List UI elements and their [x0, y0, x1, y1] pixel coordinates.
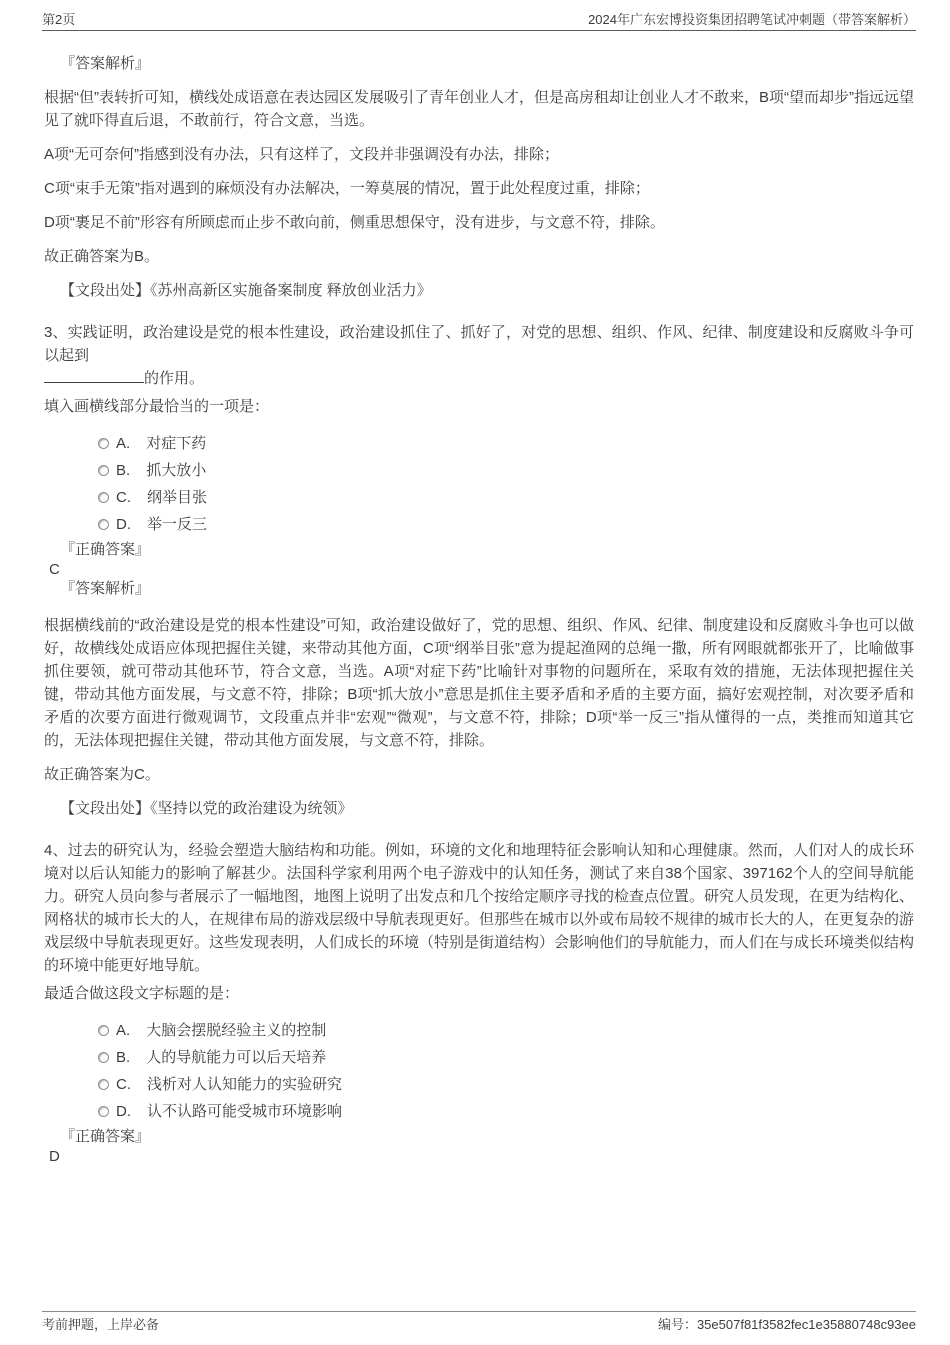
option-letter: C. [116, 489, 131, 506]
source-reference: 【文段出处】《坚持以党的政治建设为统领》 [60, 800, 353, 817]
option-text: 纲举目张 [147, 489, 208, 506]
radio-button[interactable] [98, 492, 109, 503]
question3-stem-line2 [44, 367, 914, 390]
question4-option-c[interactable] [44, 1073, 914, 1096]
radio-button[interactable] [98, 438, 109, 449]
option-text: 对症下药 [146, 435, 207, 452]
question3-stem [44, 321, 914, 390]
option-letter: D. [116, 1103, 131, 1120]
question4-option-a[interactable] [44, 1019, 914, 1042]
analysis-label: 『答案解析』 [60, 580, 151, 597]
radio-button[interactable] [98, 1052, 109, 1063]
radio-button[interactable] [98, 1106, 109, 1117]
question3-option-a[interactable] [44, 432, 914, 455]
question4-answer-block [44, 1127, 914, 1166]
question4-options [44, 1019, 914, 1123]
question3-prompt: 填入画横线部分最恰当的一项是： [44, 398, 270, 415]
option-text: 大脑会摆脱经验主义的控制 [146, 1022, 327, 1039]
radio-button[interactable] [98, 1079, 109, 1090]
option-text: 认不认路可能受城市环境影响 [147, 1103, 343, 1120]
question3-option-c[interactable] [44, 486, 914, 509]
option-letter: A. [116, 1022, 131, 1039]
question3-options [44, 432, 914, 536]
radio-button[interactable] [98, 519, 109, 530]
page-header [42, 0, 916, 31]
page-number: 第2页 [42, 12, 76, 27]
correct-answer-label: 『正确答案』 [60, 1128, 151, 1145]
option-letter: A. [116, 435, 131, 452]
conclusion-text: 故正确答案为C。 [44, 766, 160, 783]
question4-option-d[interactable] [44, 1100, 914, 1123]
page-footer [42, 1311, 916, 1333]
option-text: 抓大放小 [146, 462, 207, 479]
question3-answer-block [44, 540, 914, 599]
option-letter: B. [116, 1049, 131, 1066]
question4-prompt: 最适合做这段文字标题的是： [44, 985, 240, 1002]
footer-code [658, 1317, 916, 1333]
question4-stem: 4、过去的研究认为，经验会塑造大脑结构和功能。例如，环境的文化和地理特征会影响认知和心理健康。然而，人们对人的成长环境对以后认知能力的影响了解甚少。法国科学家利用两个电子游戏中的认知任务，测试了来自38个国家、397162个人的空间导航能力。研究人员向参与者展示了一幅地图，地图上说明了出发点和几个按给定顺序寻找的检查点位置。研究人员发现，在更为结构化、网格状的城市长大的人，在规律布局的游戏层级中导航表现更好。但那些在城市以外或布局较不规律的城市长大的人，在更复杂的游戏层级中导航表现更好。这些发现表明，人们成长的环境（特别是街道结构）会影响他们的导航能力，而人们在与成长环境类似结构的环境中能更好地导航。 [44, 842, 915, 974]
question4-option-b[interactable] [44, 1046, 914, 1069]
conclusion-text: 故正确答案为B。 [44, 248, 160, 265]
correct-answer-label: 『正确答案』 [60, 541, 151, 558]
footer-code-label: 编号： [657, 1317, 697, 1332]
analysis-label: 『答案解析』 [60, 55, 151, 72]
option-letter: C. [116, 1076, 131, 1093]
option-text: 举一反三 [147, 516, 208, 533]
question3-option-d[interactable] [44, 513, 914, 536]
question3-stem-line1: 3、实践证明，政治建设是党的根本性建设，政治建设抓住了、抓好了，对党的思想、组织、作风、纪律、制度建设和反腐败斗争可以起到 [44, 324, 914, 364]
option-text: 浅析对人认知能力的实验研究 [147, 1076, 343, 1093]
correct-answer-value: D [49, 1148, 60, 1165]
blank-underline [44, 382, 144, 383]
radio-button[interactable] [98, 465, 109, 476]
option-letter: D. [116, 516, 131, 533]
radio-button[interactable] [98, 1025, 109, 1036]
footer-code-value: 35e507f81f3582fec1e35880748c93ee [696, 1317, 916, 1332]
analysis-paragraph-option-d: D项“裹足不前”形容有所顾虑而止步不敢向前，侧重思想保守，没有进步，与文意不符，排除。 [44, 214, 665, 231]
question3-analysis: 根据横线前的“政治建设是党的根本性建设”可知，政治建设做好了，党的思想、组织、作风、纪律、制度建设和反腐败斗争也可以做好，故横线处成语应体现把握住关键，来带动其他方面，C项“纲举目张”意为提起渔网的总绳一撒，所有网眼就都张开了，比喻做事抓住要领，就可带动其他环节，符合文意，当选。A项“对症下药”比喻针对事物的问题所在，采取有效的措施，无法体现把握住关键，带动其他方面发展，与文意不符，排除；B项“抓大放小”意思是抓住主要矛盾和矛盾的主要方面，搞好宏观控制，对次要矛盾和矛盾的次要方面进行微观调节，文段重点并非“宏观”“微观”，与文意不符，排除；D项“举一反三”指从懂得的一点，类推而知道其它的，无法体现把握住关键，带动其他方面发展，与文意不符，排除。 [44, 617, 914, 749]
analysis-paragraph: 根据“但”表转折可知，横线处成语意在表达园区发展吸引了青年创业人才，但是高房租却让创业人才不敢来，B项“望而却步”指远远望见了就吓得直后退，不敢前行，符合文意，当选。 [44, 89, 914, 129]
document-title: 2024年广东宏博投资集团招聘笔试冲刺题（带答案解析） [588, 12, 916, 27]
source-reference: 【文段出处】《苏州高新区实施备案制度 释放创业活力》 [60, 282, 432, 299]
option-text: 人的导航能力可以后天培养 [146, 1049, 327, 1066]
option-letter: B. [116, 462, 131, 479]
page-content [44, 31, 914, 1166]
analysis-paragraph-option-c: C项“束手无策”指对遇到的麻烦没有办法解决，一筹莫展的情况，置于此处程度过重，排除； [44, 180, 650, 197]
footer-slogan: 考前押题，上岸必备 [42, 1317, 160, 1332]
question3-option-b[interactable] [44, 459, 914, 482]
correct-answer-value: C [49, 561, 60, 578]
analysis-paragraph-option-a: A项“无可奈何”指感到没有办法，只有这样了，文段并非强调没有办法，排除； [44, 146, 559, 163]
question3-stem-tail: 的作用。 [144, 370, 205, 387]
